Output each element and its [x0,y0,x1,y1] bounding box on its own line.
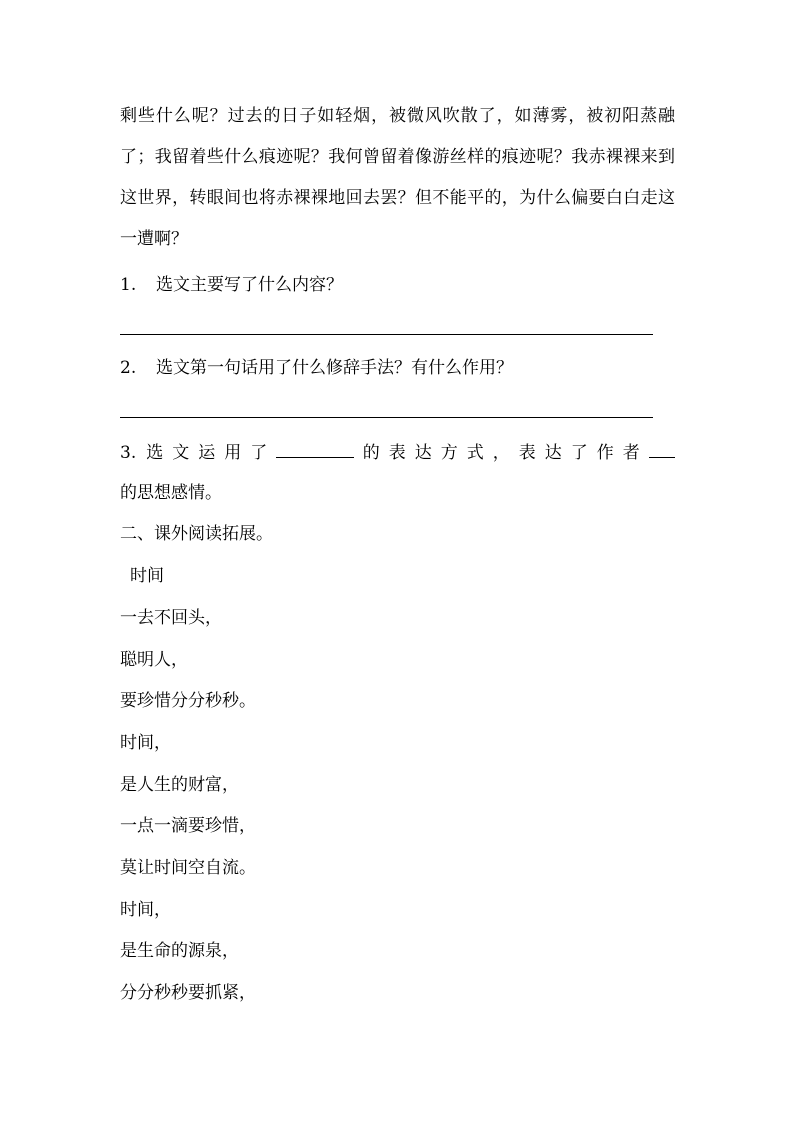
poem-line: 是人生的财富， [120,775,239,795]
poem-line: 一点一滴要珍惜， [120,816,256,836]
question-3-text-after: 的思想感情。 [120,483,222,503]
answer-line-1[interactable] [120,334,653,335]
poem-line: 要珍惜分分秒秒。 [120,691,256,711]
section-2-heading: 二、课外阅读拓展。 [120,524,273,544]
poem-line: 聪明人， [120,650,188,670]
question-3-blank-1[interactable] [276,439,353,458]
question-3-blank-2[interactable] [649,439,675,458]
question-2-text: 选文第一句话用了什么修辞手法？有什么作用？ [156,358,513,378]
question-3 [120,439,675,465]
question-1 [120,273,343,297]
question-3-text-before: 选文运用了 [146,443,277,463]
answer-line-2[interactable] [120,417,653,418]
poem-line: 分分秒秒要抓紧， [120,983,256,1003]
poem-line: 时间， [120,733,171,753]
poem-line: 是生命的源泉， [120,941,239,961]
poem-line: 一去不回头， [120,608,222,628]
question-2 [120,356,513,380]
poem-title: 时间 [130,566,164,586]
poem-line: 时间， [120,900,171,920]
poem-line: 莫让时间空自流。 [120,858,256,878]
question-3-text-middle: 的表达方式，表达了作者 [362,443,649,463]
question-1-number: 1. [120,275,137,295]
question-3-number: 3. [120,443,137,463]
passage-paragraph: 剩些什么呢？过去的日子如轻烟，被微风吹散了，如薄雾，被初阳蒸融了；我留着些什么痕迹呢？我何曾留着像游丝样的痕迹呢？我赤裸裸来到这世界，转眼间也将赤裸裸地回去罢？但不能平的，为什么偏要白白走这一遭啊？ [120,106,675,249]
question-2-number: 2. [120,358,137,378]
question-1-text: 选文主要写了什么内容？ [156,275,343,295]
